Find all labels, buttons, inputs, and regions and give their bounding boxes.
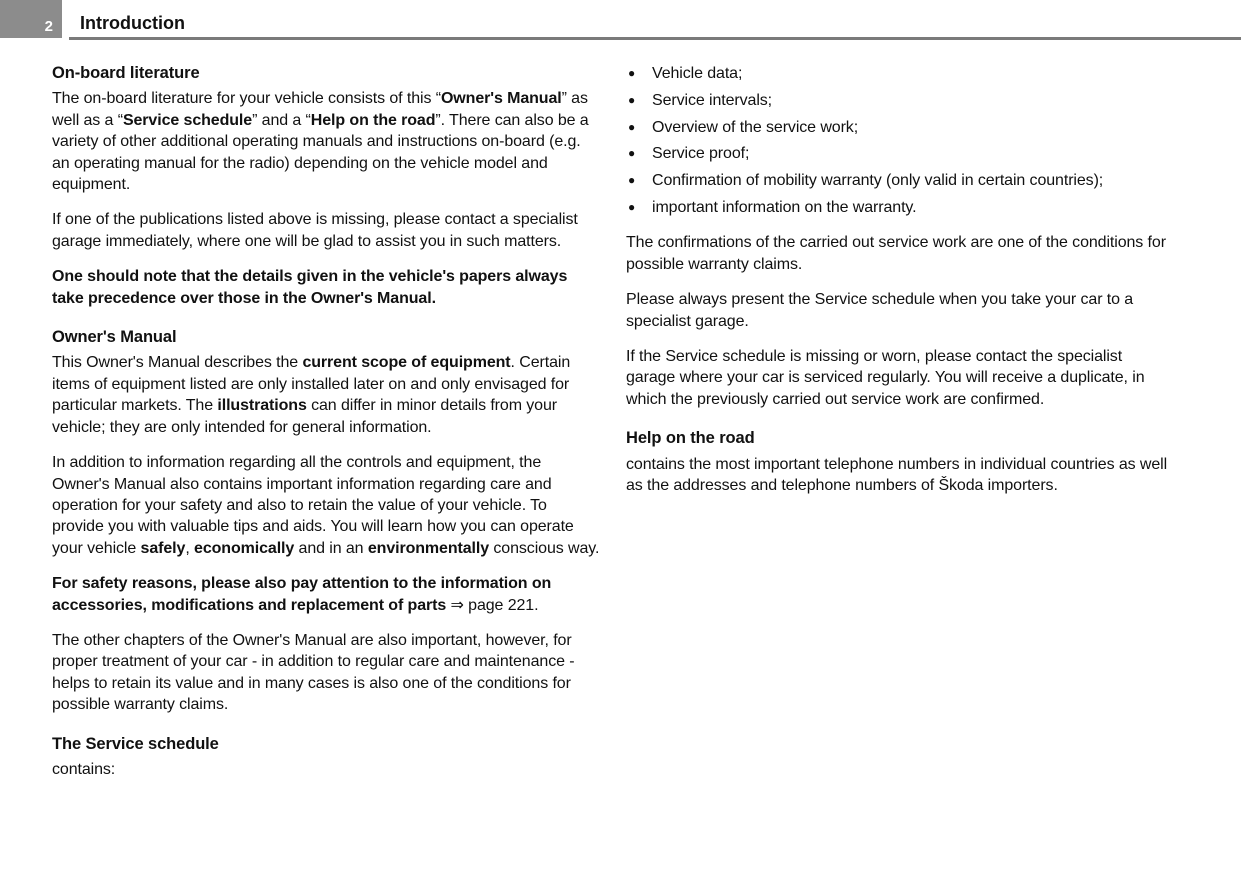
text-run: and in an — [294, 539, 368, 557]
paragraph: The confirmations of the carried out service work are one of the conditions for possible warranty claims. — [626, 234, 1166, 273]
text-run-bold: current scope of equipment — [302, 354, 511, 372]
list-item-text: Overview of the service work; — [652, 118, 859, 136]
list-item — [626, 170, 1174, 191]
text-run-bold: environmentally — [367, 539, 490, 557]
right-column — [626, 63, 1174, 794]
text-run-bold: Owner's Manual — [440, 90, 562, 108]
page-number: 2 — [44, 18, 53, 35]
text-run-bold: Service schedule — [122, 111, 253, 129]
section-heading-onboard-literature: On-board literature — [52, 64, 200, 82]
text-run: In addition to information regarding all the controls and equipment, the Owner's Manual also contains important information regarding care and operation for your safety and also to retain the value of your vehicle. To provide you with valuable tips and aids. You will learn how you can operate your vehicle — [52, 454, 574, 557]
page-header — [0, 0, 1241, 41]
bullet-icon: ● — [628, 173, 636, 188]
text-run: The on-board literature for your vehicle consists of this “ — [52, 90, 441, 108]
text-run: ” as well as a “ — [52, 90, 588, 129]
text-run: This Owner's Manual describes the — [52, 354, 303, 372]
paragraph-safety-note — [52, 573, 602, 616]
paragraph: contains: — [52, 760, 116, 778]
paragraph — [52, 352, 602, 438]
bullet-icon: ● — [628, 92, 636, 107]
bullet-icon: ● — [628, 199, 636, 214]
section-heading-help-on-the-road: Help on the road — [626, 429, 755, 448]
paragraph: The other chapters of the Owner's Manual are also important, however, for proper treatment of your car - in addition to regular care and maintenance - helps to retain its value and in many cases is also one of the conditions for possible warranty claims. — [52, 631, 575, 714]
text-run: . Certain items of equipment listed are only installed later on and only envisaged for particular markets. The — [52, 354, 571, 415]
list-item-text: important information on the warranty. — [652, 198, 917, 216]
text-run-bold: economically — [194, 539, 295, 557]
text-run-bold: For safety reasons, please also pay attention to the information on accessories, modifications and replacement of parts — [52, 575, 552, 614]
section-heading-service-schedule: The Service schedule — [52, 734, 219, 753]
text-run-bold: safely — [140, 539, 186, 557]
text-run: conscious way. — [489, 539, 600, 557]
paragraph-bold-note: One should note that the details given in the vehicle's papers always take precedence over those in the Owner's Manual. — [52, 268, 568, 307]
list-item — [626, 143, 1174, 164]
chapter-title: Introduction — [80, 13, 185, 33]
left-column — [52, 63, 602, 794]
text-run: , — [185, 539, 195, 557]
paragraph: If the Service schedule is missing or worn, please contact the specialist garage where your car is serviced regularly. You will receive a duplicate, in which the previously carried out service work are confirmed. — [626, 348, 1145, 408]
bullet-list — [626, 63, 1174, 218]
bullet-icon: ● — [628, 119, 636, 134]
page-number-box — [0, 0, 62, 38]
text-run-bold: illustrations — [217, 397, 307, 415]
paragraph: contains the most important telephone numbers in individual countries as well as the addresses and telephone numbers of Škoda importers. — [626, 455, 1168, 495]
text-run: ” and a “ — [252, 111, 311, 129]
paragraph — [52, 452, 602, 559]
text-run-bold: Help on the road — [310, 111, 436, 129]
list-item — [626, 63, 1174, 84]
list-item-text: Vehicle data; — [652, 65, 743, 82]
header-rule — [69, 37, 1241, 40]
page-reference: ⇒ page 221. — [446, 596, 539, 614]
text-run: ”. There can also be a variety of other additional operating manuals and instructions on-board (e.g. an operating manual for the radio) depending on the vehicle model and equipment. — [52, 111, 589, 194]
bullet-icon: ● — [628, 146, 636, 161]
section-heading-owners-manual: Owner's Manual — [52, 328, 177, 347]
list-item — [626, 197, 1174, 218]
list-item — [626, 90, 1174, 111]
list-item-text: Confirmation of mobility warranty (only valid in certain countries); — [652, 172, 1104, 190]
list-item-text: Service proof; — [652, 145, 750, 163]
bullet-icon: ● — [628, 66, 636, 80]
paragraph: Please always present the Service schedule when you take your car to a specialist garage. — [626, 291, 1134, 330]
paragraph: If one of the publications listed above is missing, please contact a specialist garage immediately, where one will be glad to assist you in such matters. — [52, 211, 578, 250]
page-content — [52, 63, 1177, 794]
paragraph — [52, 88, 602, 195]
list-item — [626, 117, 1174, 138]
list-item-text: Service intervals; — [652, 91, 773, 109]
text-run: can differ in minor details from your vehicle; they are only intended for general information. — [52, 397, 557, 436]
